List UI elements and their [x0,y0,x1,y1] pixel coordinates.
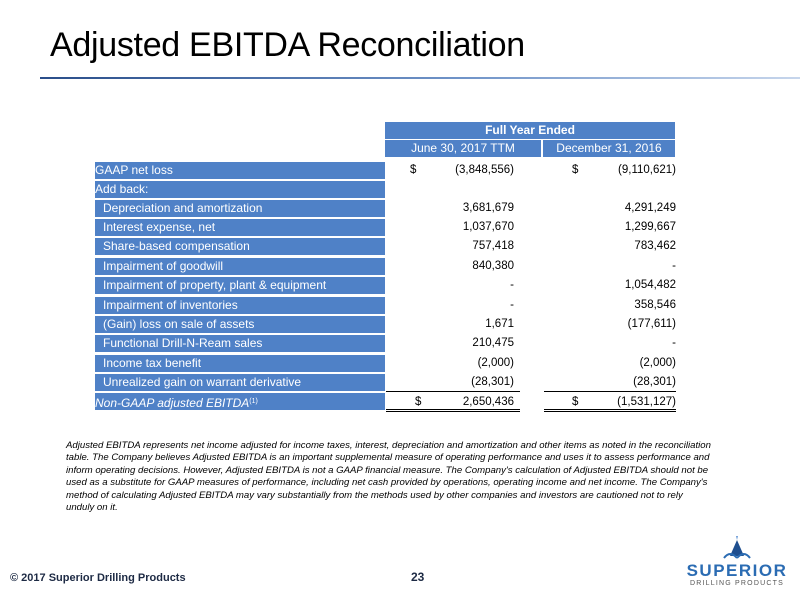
row-label: GAAP net loss [95,162,385,179]
row-label: (Gain) loss on sale of assets [95,316,385,333]
row-label-total: Non-GAAP adjusted EBITDA$^{(1)}$ [95,393,385,410]
row-label: Functional Drill-N-Ream sales [95,335,385,352]
page-title: Adjusted EBITDA Reconciliation [50,26,525,64]
column-header-ttm: June 30, 2017 TTM [385,140,541,157]
row-label: Interest expense, net [95,219,385,236]
cell-value: (9,110,621) [618,164,676,176]
period-header: Full Year Ended [385,122,675,139]
cell-value: (3,848,556) [455,164,514,176]
cell-value: (2,000) [477,357,514,369]
row-label: Depreciation and amortization [95,200,385,217]
currency-symbol: $ [572,164,579,176]
cell-value: 1,671 [485,318,514,330]
cell-value: 358,546 [634,299,676,311]
cell-value: 1,037,670 [462,221,514,233]
row-label: Impairment of goodwill [95,258,385,275]
subtotal-rule [386,391,520,392]
page-number: 23 [411,570,425,584]
cell-value-total: 2,650,436 [462,396,514,408]
cell-value: - [510,299,514,311]
copyright: © 2017 Superior Drilling Products [10,572,186,584]
cell-value: 757,418 [472,240,514,252]
currency-symbol: $ [410,164,417,176]
cell-value: 210,475 [472,337,514,349]
cell-value: - [672,337,676,349]
cell-value: 1,299,667 [624,221,676,233]
cell-value: (2,000) [639,357,676,369]
row-label: Add back: [95,181,385,198]
logo-wordmark: SUPERIOR [686,561,788,580]
subtotal-rule [544,391,676,392]
drill-bit-logo-icon [680,534,794,564]
currency-symbol: $ [572,396,579,408]
row-label: Income tax benefit [95,355,385,372]
row-label: Unrealized gain on warrant derivative [95,374,385,391]
cell-value: 840,380 [472,260,514,272]
row-label: Impairment of property, plant & equipment [95,277,385,294]
cell-value: - [510,279,514,291]
logo-subtitle: DRILLING PRODUCTS [690,580,784,587]
cell-value: 783,462 [634,240,676,252]
cell-value: 1,054,482 [624,279,676,291]
column-header-2016: December 31, 2016 [543,140,675,157]
currency-symbol: $ [415,396,422,408]
title-rule [40,77,800,79]
total-double-rule [544,409,676,412]
company-logo [680,534,794,592]
cell-value: - [672,260,676,272]
total-double-rule [386,409,520,412]
cell-value-total: (1,531,127) [617,396,676,408]
footnote: Adjusted EBITDA represents net income adjusted for income taxes, interest, depreciation and amortization and other items as noted in the reconciliation table. The Company believes Adjusted EBITDA is an important supplemental measure of operating performance and uses it to assess performance and inform operating decisions. However, Adjusted EBITDA is not a GAAP financial measure. The Company's calculation of Adjusted EBITDA should not be used as a substitute for GAAP measures of performance, including net cash provided by operations, operating income and net income. The Company's method of calculating Adjusted EBITDA may vary substantially from the methods used by other companies and investors are cautioned not to rely unduly on it. [66,440,711,514]
cell-value: (28,301) [471,376,514,388]
cell-value: (28,301) [633,376,676,388]
cell-value: (177,611) [627,318,676,330]
row-label: Impairment of inventories [95,297,385,314]
cell-value: 4,291,249 [624,202,676,214]
cell-value: 3,681,679 [462,202,514,214]
row-label: Share-based compensation [95,238,385,255]
